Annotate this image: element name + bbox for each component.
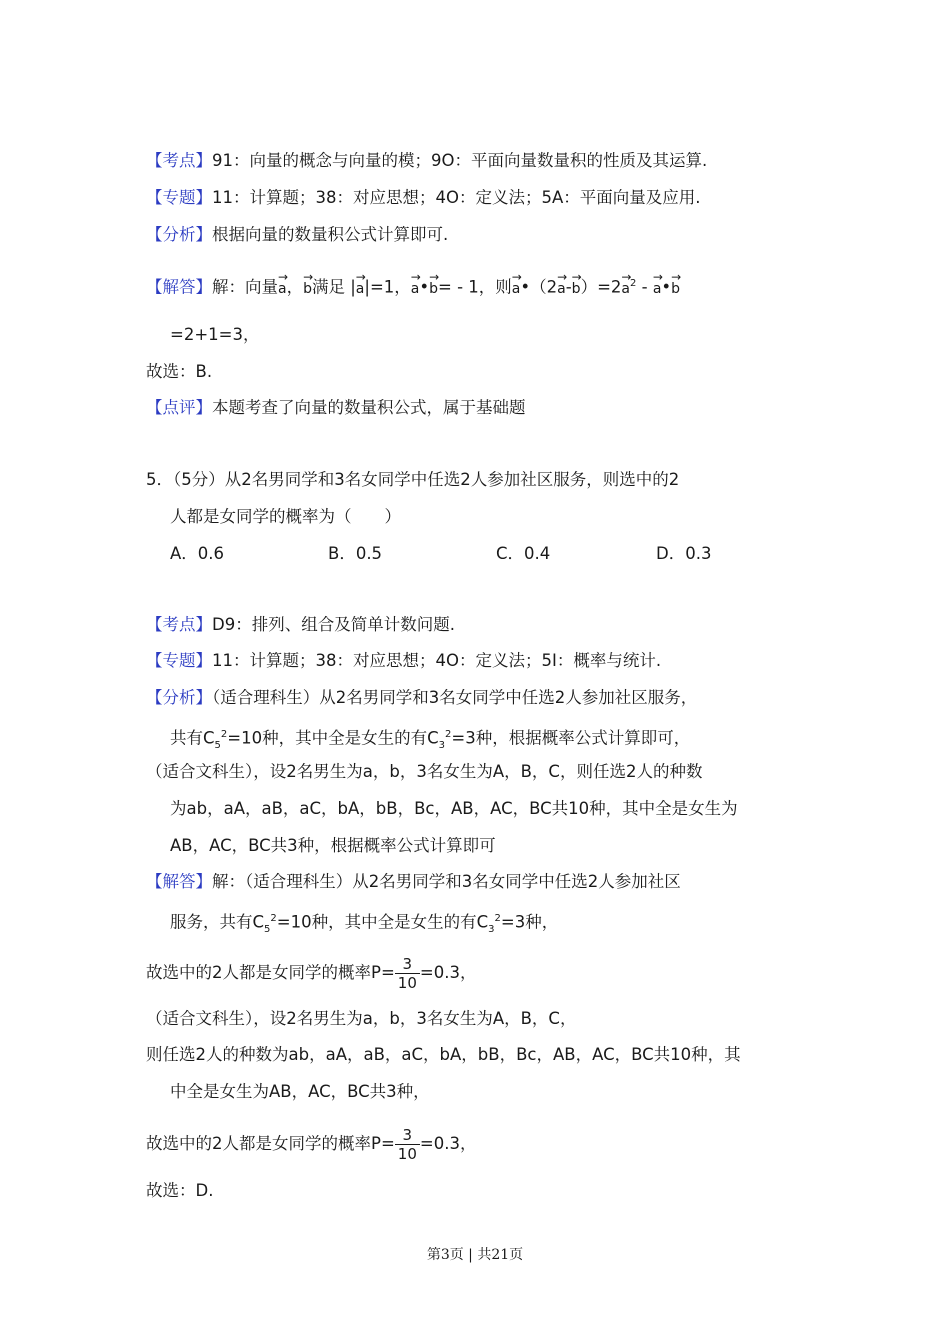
dianping-line [146,397,526,419]
text: =3种， [500,912,559,932]
sep: ， [286,277,304,297]
denominator: 10 [397,974,417,992]
text: =3种，根据概率公式计算即可， [451,728,691,748]
zhuanti-text: 11：计算题；38：对应思想；4O：定义法；5I：概率与统计. [212,651,662,670]
vector-b: → b [572,274,581,300]
zhuanti-tag: 【专题】 [146,188,212,207]
sub: 5 [214,739,221,751]
fenxi-text: （适合理科生）从2名男同学和3名女同学中任选2人参加社区服务， [212,688,698,707]
vector-a: → a [653,274,662,300]
vector-a: → a [512,274,521,300]
text: 满足 | [311,277,356,297]
sub: 3 [438,739,445,751]
fenxi-line4: 为ab，aA，aB，aC，bA，bB，Bc，AB，AC，BC共10种，其中全是女生为 [170,799,738,818]
minus: - [636,277,653,297]
text: =0.3， [419,963,477,982]
minus: - [565,277,572,297]
jieda-tag: 【解答】 [146,277,212,297]
text: = - 1，则 [438,277,512,297]
denominator: 10 [397,1145,417,1163]
guxuan-line: 故选：D. [146,1181,214,1200]
numerator: 3 [395,955,420,974]
fraction [395,1126,420,1163]
dot: • [661,277,672,297]
text: •（2 [520,277,558,297]
wen-line2: 则任选2人的种数为ab，aA，aB，aC，bA，bB，Bc，AB，AC，BC共10种，其 [146,1045,741,1064]
vector-b: → b [303,274,312,300]
fenxi-line5: AB，AC，BC共3种，根据概率公式计算即可 [170,836,496,855]
sup: 2 [270,913,277,924]
text: 故选中的2人都是女同学的概率P= [146,963,395,982]
sub: 3 [488,923,495,935]
jieda-text: 解：（适合理科生）从2名男同学和3名女同学中任选2人参加社区 [212,872,681,891]
fenxi-line [146,224,448,246]
option-d: D．0.3 [656,544,712,563]
dianping-tag: 【点评】 [146,398,212,417]
vector-a: → a [278,274,287,300]
kaodian-tag: 【考点】 [146,615,212,634]
sup: 2 [445,729,452,740]
text: =10种，其中全是女生的有C [276,912,489,932]
jieda-line2: =2+1=3， [170,325,260,344]
sup: 2 [220,729,228,740]
kaodian-line [146,150,707,172]
kaodian-text: D9：排列、组合及简单计数问题. [212,615,455,634]
q5-stem-line1: 5．（5分）从2名男同学和3名女同学中任选2人参加社区服务，则选中的2 [146,470,680,489]
dot: • [419,277,430,297]
jieda-text: 解：向量 [212,277,278,297]
vector-a: → a [621,274,630,300]
vector-a: → a [411,274,420,300]
zhuanti-line [146,187,701,209]
text: =0.3， [419,1134,477,1153]
kaodian-line [146,614,455,636]
vector-b: → b [429,274,438,300]
dianping-text: 本题考查了向量的数量积公式，属于基础题 [212,398,526,417]
text: |=1， [364,277,411,297]
fenxi-text: 根据向量的数量积公式计算即可. [212,225,449,244]
jieda-line [146,871,681,893]
sub: 5 [264,923,271,935]
guxuan-line: 故选：B. [146,362,213,381]
page-footer: 第3页 | 共21页 [426,1247,524,1263]
wen-line1: （适合文科生），设2名男生为a，b，3名女生为A，B，C， [146,1009,577,1028]
option-a: A．0.6 [170,544,225,563]
vector-a: → a [557,274,566,300]
zhuanti-tag: 【专题】 [146,651,212,670]
zhuanti-line [146,650,661,672]
jieda-line2 [170,908,558,941]
kaodian-text: 91：向量的概念与向量的模；9O：平面向量数量积的性质及其运算. [212,151,708,170]
zhuanti-text: 11：计算题；38：对应思想；4O：定义法；5A：平面向量及应用. [212,188,701,207]
jieda-line [146,273,680,300]
prob-line2 [146,1126,476,1163]
numerator: 3 [395,1126,420,1145]
kaodian-tag: 【考点】 [146,151,212,170]
fenxi-line [146,687,697,709]
fraction [395,955,420,992]
text: =10种，其中全是女生的有C [227,728,439,748]
jieda-tag: 【解答】 [146,872,212,891]
fenxi-line3: （适合文科生），设2名男生为a，b，3名女生为A，B，C，则任选2人的种数 [146,762,703,781]
wen-line3: 中全是女生为AB，AC，BC共3种， [170,1082,430,1101]
sup: 2 [494,913,501,924]
square: 2 [629,278,637,289]
fenxi-tag: 【分析】 [146,688,212,707]
text: 共有C [170,728,215,748]
prob-line [146,955,476,992]
option-c: C．0.4 [496,544,551,563]
option-b: B．0.5 [328,544,383,563]
vector-a: → a [356,274,365,300]
text: 故选中的2人都是女同学的概率P= [146,1134,395,1153]
text: 服务，共有C [170,912,265,932]
text: ）=2 [580,277,622,297]
fenxi-line2 [170,724,690,757]
fenxi-tag: 【分析】 [146,225,212,244]
q5-stem-line2: 人都是女同学的概率为（ ） [170,507,401,526]
vector-b: → b [671,274,680,300]
